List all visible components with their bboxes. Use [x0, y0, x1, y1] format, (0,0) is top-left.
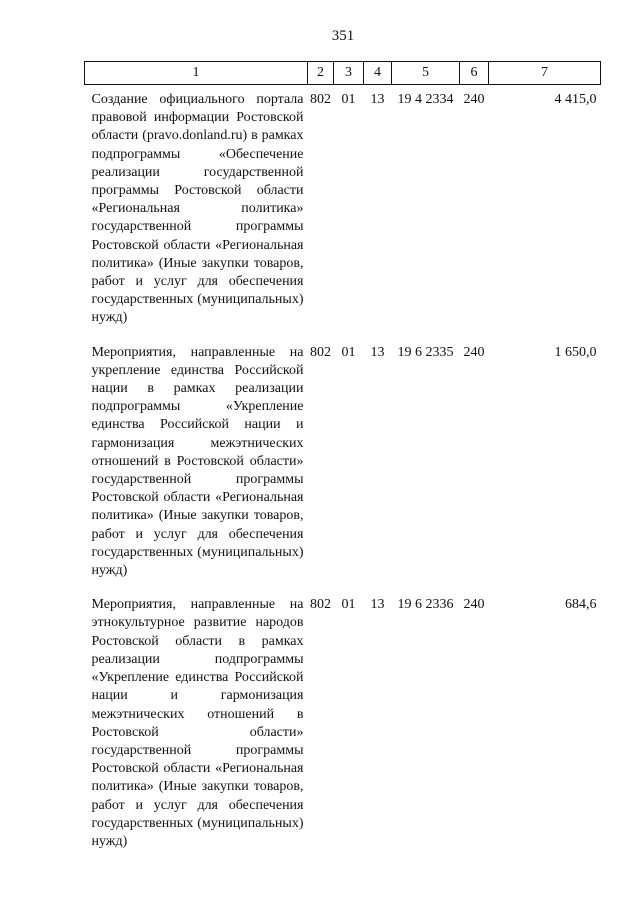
page-number: 351 [331, 28, 355, 44]
budget-table [84, 61, 601, 861]
row-ministry-code: 802 [310, 597, 331, 613]
header-col-2: 2 [308, 62, 334, 85]
row-description: Мероприятия, направленные на этнокультурное развитие народов Ростовской области в рамках реализации подпрограммы «Укрепление единства Российской нации и гармонизация межэтнических отношений в Ростовской области» государственной программы Ростовской области «Региональная политика» (Иные закупки товаров, работ и услуг для обеспечения государственных (муниципальных) нужд) [91, 597, 304, 849]
header-col-1: 1 [85, 62, 308, 85]
table-row [85, 590, 601, 861]
row-description: Мероприятия, направленные на укрепление единства Российской нации в рамках реализации подпрограммы «Укрепление единства Российской нации и гармонизация межэтнических отношений в Ростовской области» государственной программы Ростовской области «Региональная политика» (Иные закупки товаров, работ и услуг для обеспечения государственных (муниципальных) нужд) [91, 344, 304, 579]
row-description: Создание официального портала правовой информации Ростовской области (pravo.donland.ru) в рамках подпрограммы «Обеспечение реализации государственной программы Ростовской области «Региональная политика» государственной программы Ростовской области «Региональная политика» (Иные закупки товаров, работ и услуг для обеспечения государственных (муниципальных) нужд) [91, 92, 304, 326]
row-target-code: 19 6 2336 [397, 597, 454, 613]
row-expense-type-code: 240 [463, 344, 485, 360]
row-subsection-code: 13 [370, 344, 385, 360]
row-target-code: 19 4 2334 [397, 92, 454, 107]
row-ministry-code: 802 [310, 92, 331, 107]
header-col-7: 7 [489, 62, 601, 85]
row-amount: 4 415,0 [554, 92, 597, 107]
header-col-6: 6 [460, 62, 489, 85]
header-col-5: 5 [392, 62, 460, 85]
header-col-4: 4 [364, 62, 392, 85]
table-row [85, 85, 601, 338]
row-section-code: 01 [341, 344, 356, 360]
row-expense-type-code: 240 [463, 92, 485, 107]
row-section-code: 01 [341, 92, 356, 107]
row-expense-type-code: 240 [463, 597, 485, 613]
table-row [85, 338, 601, 591]
row-subsection-code: 13 [370, 92, 385, 107]
row-amount: 684,6 [565, 597, 597, 613]
row-target-code: 19 6 2335 [397, 344, 454, 360]
row-subsection-code: 13 [370, 597, 385, 613]
row-amount: 1 650,0 [554, 344, 597, 360]
header-col-3: 3 [334, 62, 364, 85]
row-section-code: 01 [341, 597, 356, 613]
header-row [85, 62, 601, 85]
row-ministry-code: 802 [310, 344, 331, 360]
